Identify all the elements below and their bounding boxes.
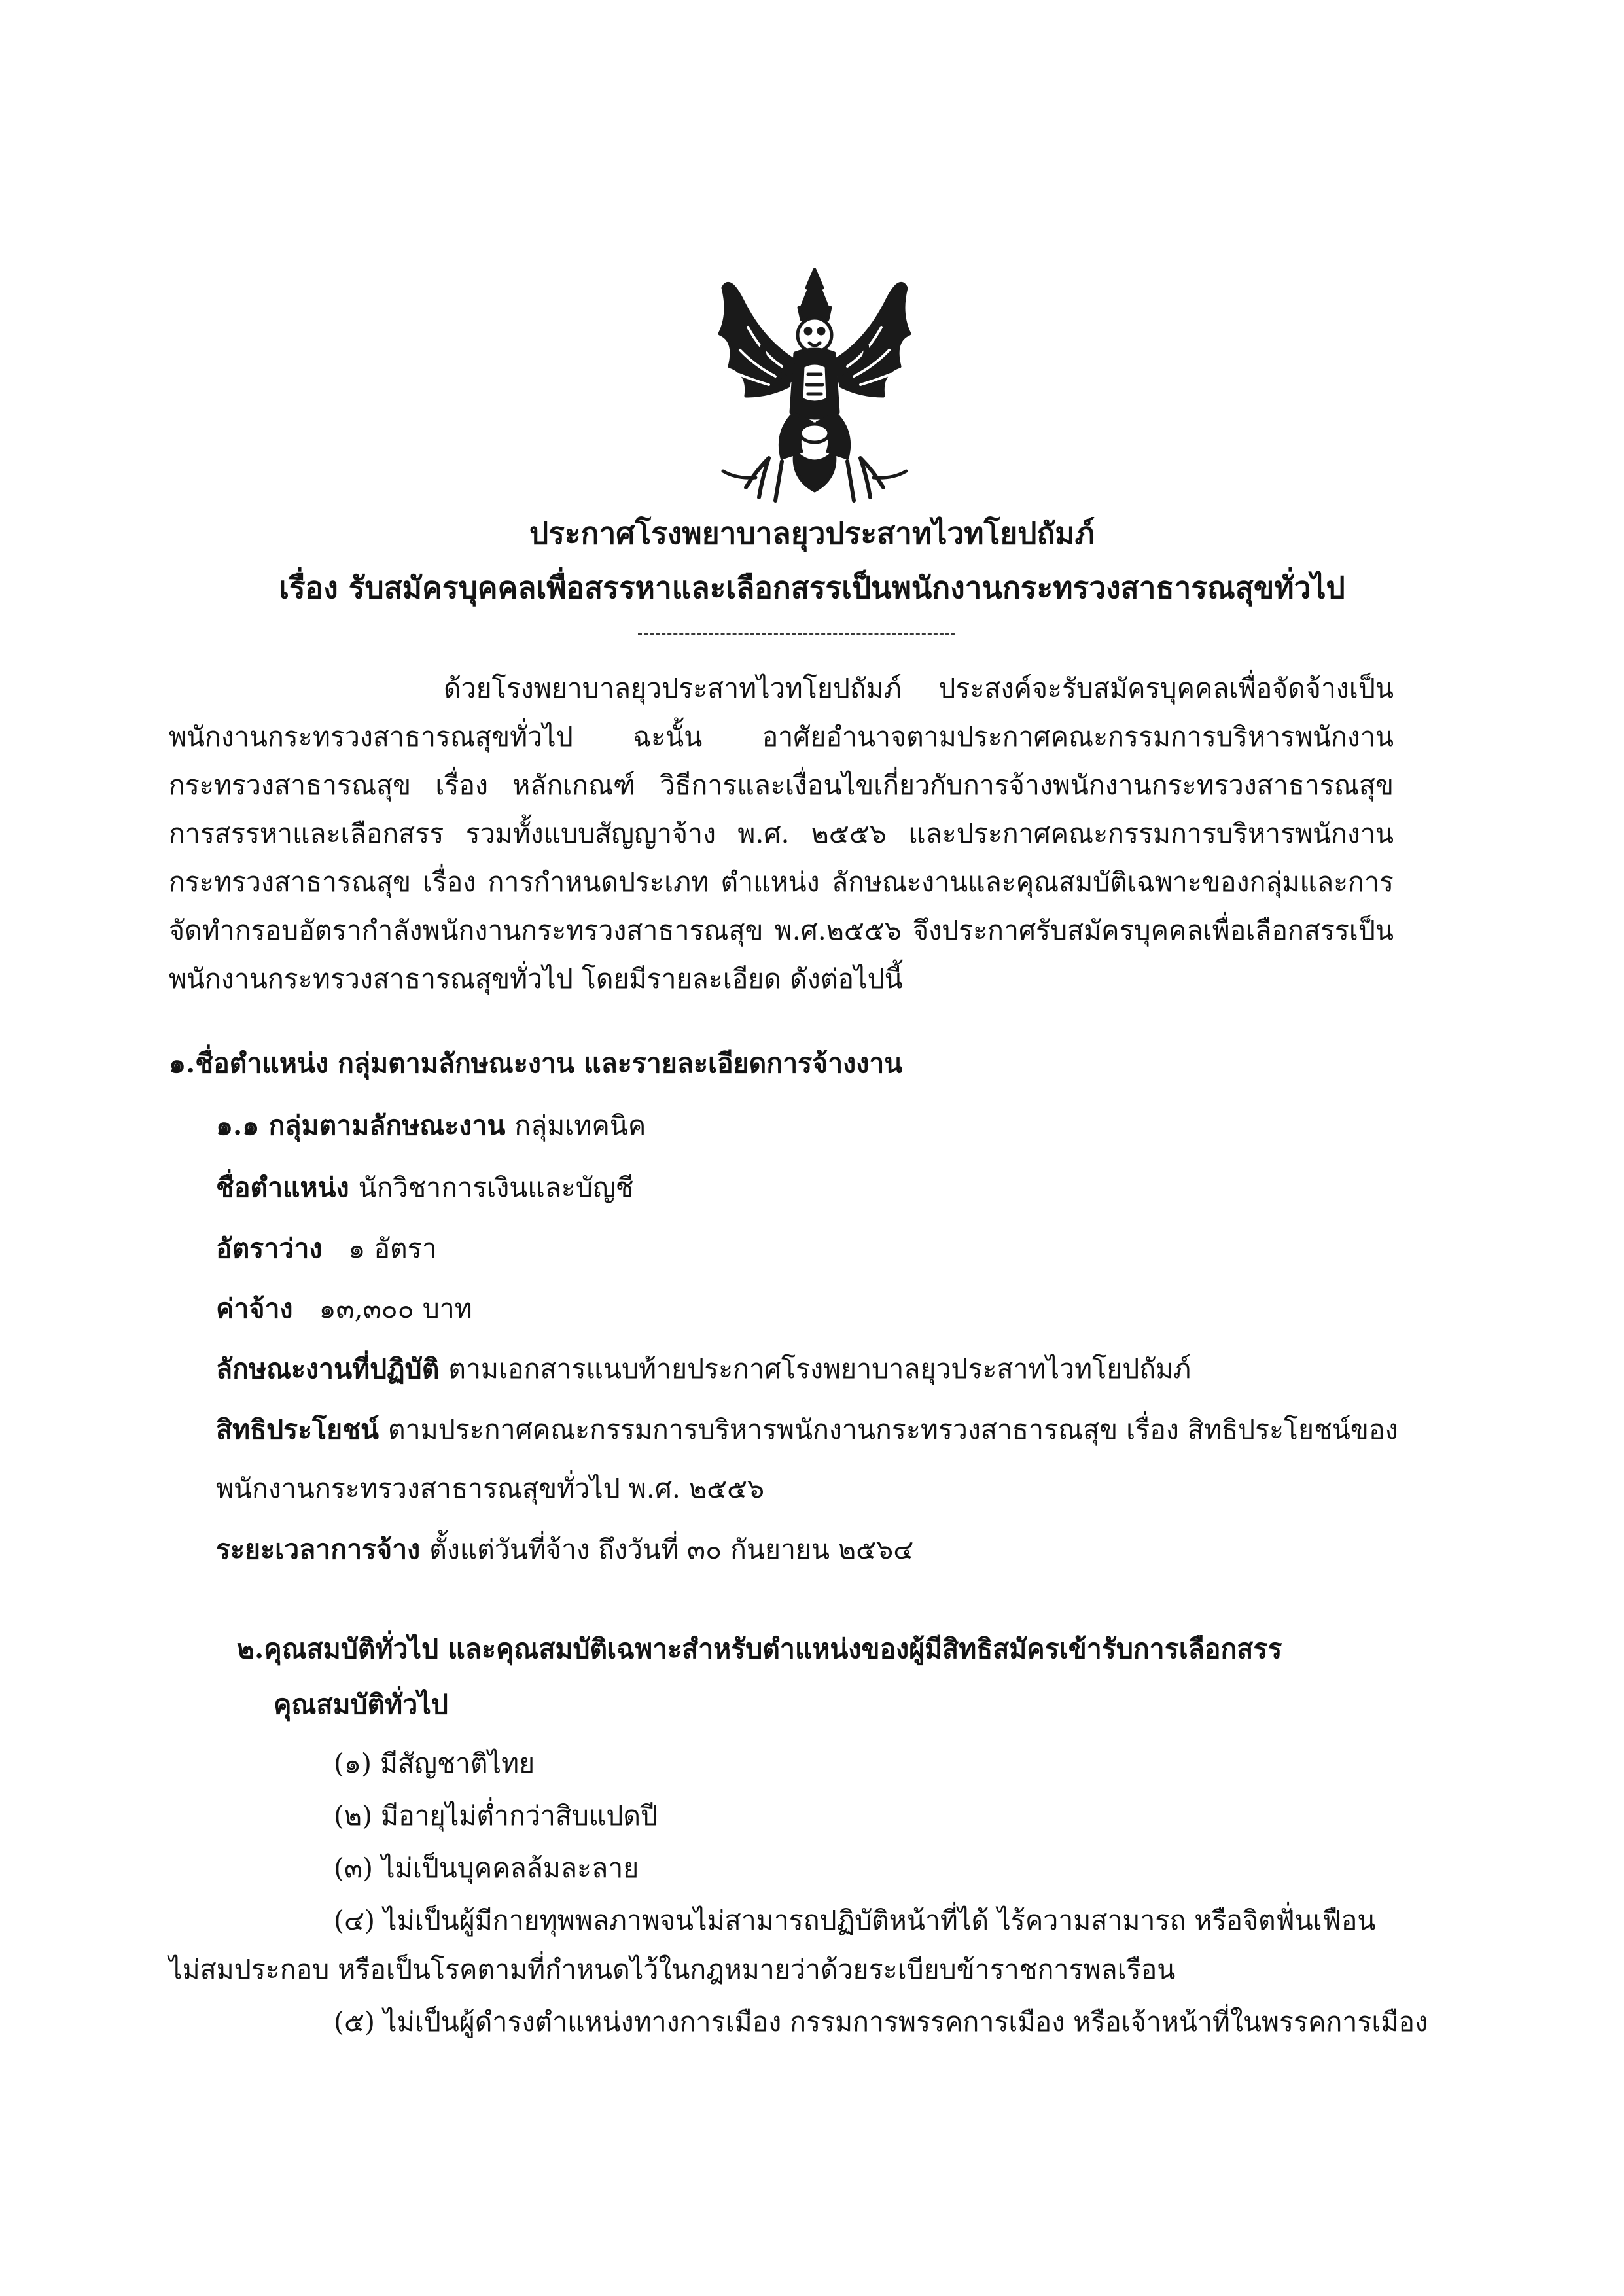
employment-period-row [216,1530,913,1569]
benefit-row [216,1410,1398,1449]
general-qualifications-heading: คุณสมบัติทั่วไป [274,1689,448,1720]
wage-value: ๑๓,๓๐๐ บาท [319,1293,472,1324]
work-group-label: ๑.๑ กลุ่มตามลักษณะงาน [216,1110,506,1141]
announcement-subject: เรื่อง รับสมัครบุคคลเพื่อสรรหาและเลือกสรรเป็นพนักงานกระทรวงสาธารณสุขทั่วไป [279,570,1345,605]
vacancy-row [216,1229,437,1268]
qualification-item: (๔) ไม่เป็นผู้มีกายทุพพลภาพจนไม่สามารถปฏิบัติหน้าที่ได้ ไร้ความสามารถ หรือจิตฟั่นเฟือน [334,1905,1376,1936]
announcement-title: ประกาศโรงพยาบาลยุวประสาทไวทโยปถัมภ์ [529,516,1095,551]
section-1-heading: ๑.ชื่อตำแหน่ง กลุ่มตามลักษณะงาน และรายละเอียดการจ้างงาน [169,1048,903,1079]
position-row [216,1168,634,1207]
vacancy-value: ๑ อัตรา [348,1233,437,1264]
qualification-item: (๒) มีอายุไม่ต่ำกว่าสิบแปดปี [334,1800,658,1831]
qualification-item-continued: ไม่สมประกอบ หรือเป็นโรคตามที่กำหนดไว้ในกฎหมายว่าด้วยระเบียบข้าราชการพลเรือน [169,1954,1176,1985]
employment-period-label: ระยะเวลาการจ้าง [216,1534,421,1565]
duty-value: ตามเอกสารแนบท้ายประกาศโรงพยาบาลยุวประสาทไวทโยปถัมภ์ [448,1353,1192,1385]
position-label: ชื่อตำแหน่ง [216,1172,349,1203]
title-divider [638,633,955,635]
vacancy-label: อัตราว่าง [216,1233,323,1264]
section-2-heading: ๒.คุณสมบัติทั่วไป และคุณสมบัติเฉพาะสำหรับตำแหน่งของผู้มีสิทธิสมัครเข้ารับการเลือกสรร [237,1633,1282,1665]
work-group-value: กลุ่มเทคนิค [514,1110,646,1141]
qualification-item: (๓) ไม่เป็นบุคคลล้มละลาย [334,1852,639,1884]
position-value: นักวิชาการเงินและบัญชี [358,1172,634,1203]
intro-paragraph: ด้วยโรงพยาบาลยุวประสาทไวทโยปถัมภ์ ประสงค์จะรับสมัครบุคคลเพื่อจัดจ้างเป็นพนักงานกระทรวงสาธารณสุขทั่วไป ฉะนั้น อาศัยอำนาจตามประกาศคณะกรรมการบริหารพนักงานกระทรวงสาธารณสุข เรื่อง หลักเกณฑ์ วิธีการและเงื่อนไขเกี่ยวกับการจ้างพนักงานกระทรวงสาธารณสุข การสรรหาและเลือกสรร รวมทั้งแบบสัญญาจ้าง พ.ศ. ๒๕๕๖ และประกาศคณะกรรมการบริหารพนักงานกระทรวงสาธารณสุข เรื่อง การกำหนดประเภท ตำแหน่ง ลักษณะงานและคุณสมบัติเฉพาะของกลุ่มและการจัดทำกรอบอัตรากำลังพนักงานกระทรวงสาธารณสุข พ.ศ.๒๕๕๖ จึงประกาศรับสมัครบุคคลเพื่อเลือกสรรเป็นพนักงานกระทรวงสาธารณสุขทั่วไป โดยมีรายละเอียด ดังต่อไปนี้ [169,673,1394,995]
duty-row [216,1349,1191,1388]
wage-label: ค่าจ้าง [216,1293,293,1324]
benefit-value: ตามประกาศคณะกรรมการบริหารพนักงานกระทรวงสาธารณสุข เรื่อง สิทธิประโยชน์ของ [388,1414,1398,1445]
employment-period-value: ตั้งแต่วันที่จ้าง ถึงวันที่ ๓๐ กันยายน ๒๕๖๔ [429,1534,914,1565]
benefit-label: สิทธิประโยชน์ [216,1414,380,1445]
qualification-item: (๕) ไม่เป็นผู้ดำรงตำแหน่งทางการเมือง กรรมการพรรคการเมือง หรือเจ้าหน้าที่ในพรรคการเมือง [334,2006,1428,2038]
wage-row [216,1289,472,1328]
qualification-item: (๑) มีสัญชาติไทย [334,1748,535,1779]
benefit-value-continued: พนักงานกระทรวงสาธารณสุขทั่วไป พ.ศ. ๒๕๕๖ [216,1473,765,1504]
work-group-row [216,1106,646,1145]
duty-label: ลักษณะงานที่ปฏิบัติ [216,1353,440,1385]
garuda-emblem [684,262,945,507]
